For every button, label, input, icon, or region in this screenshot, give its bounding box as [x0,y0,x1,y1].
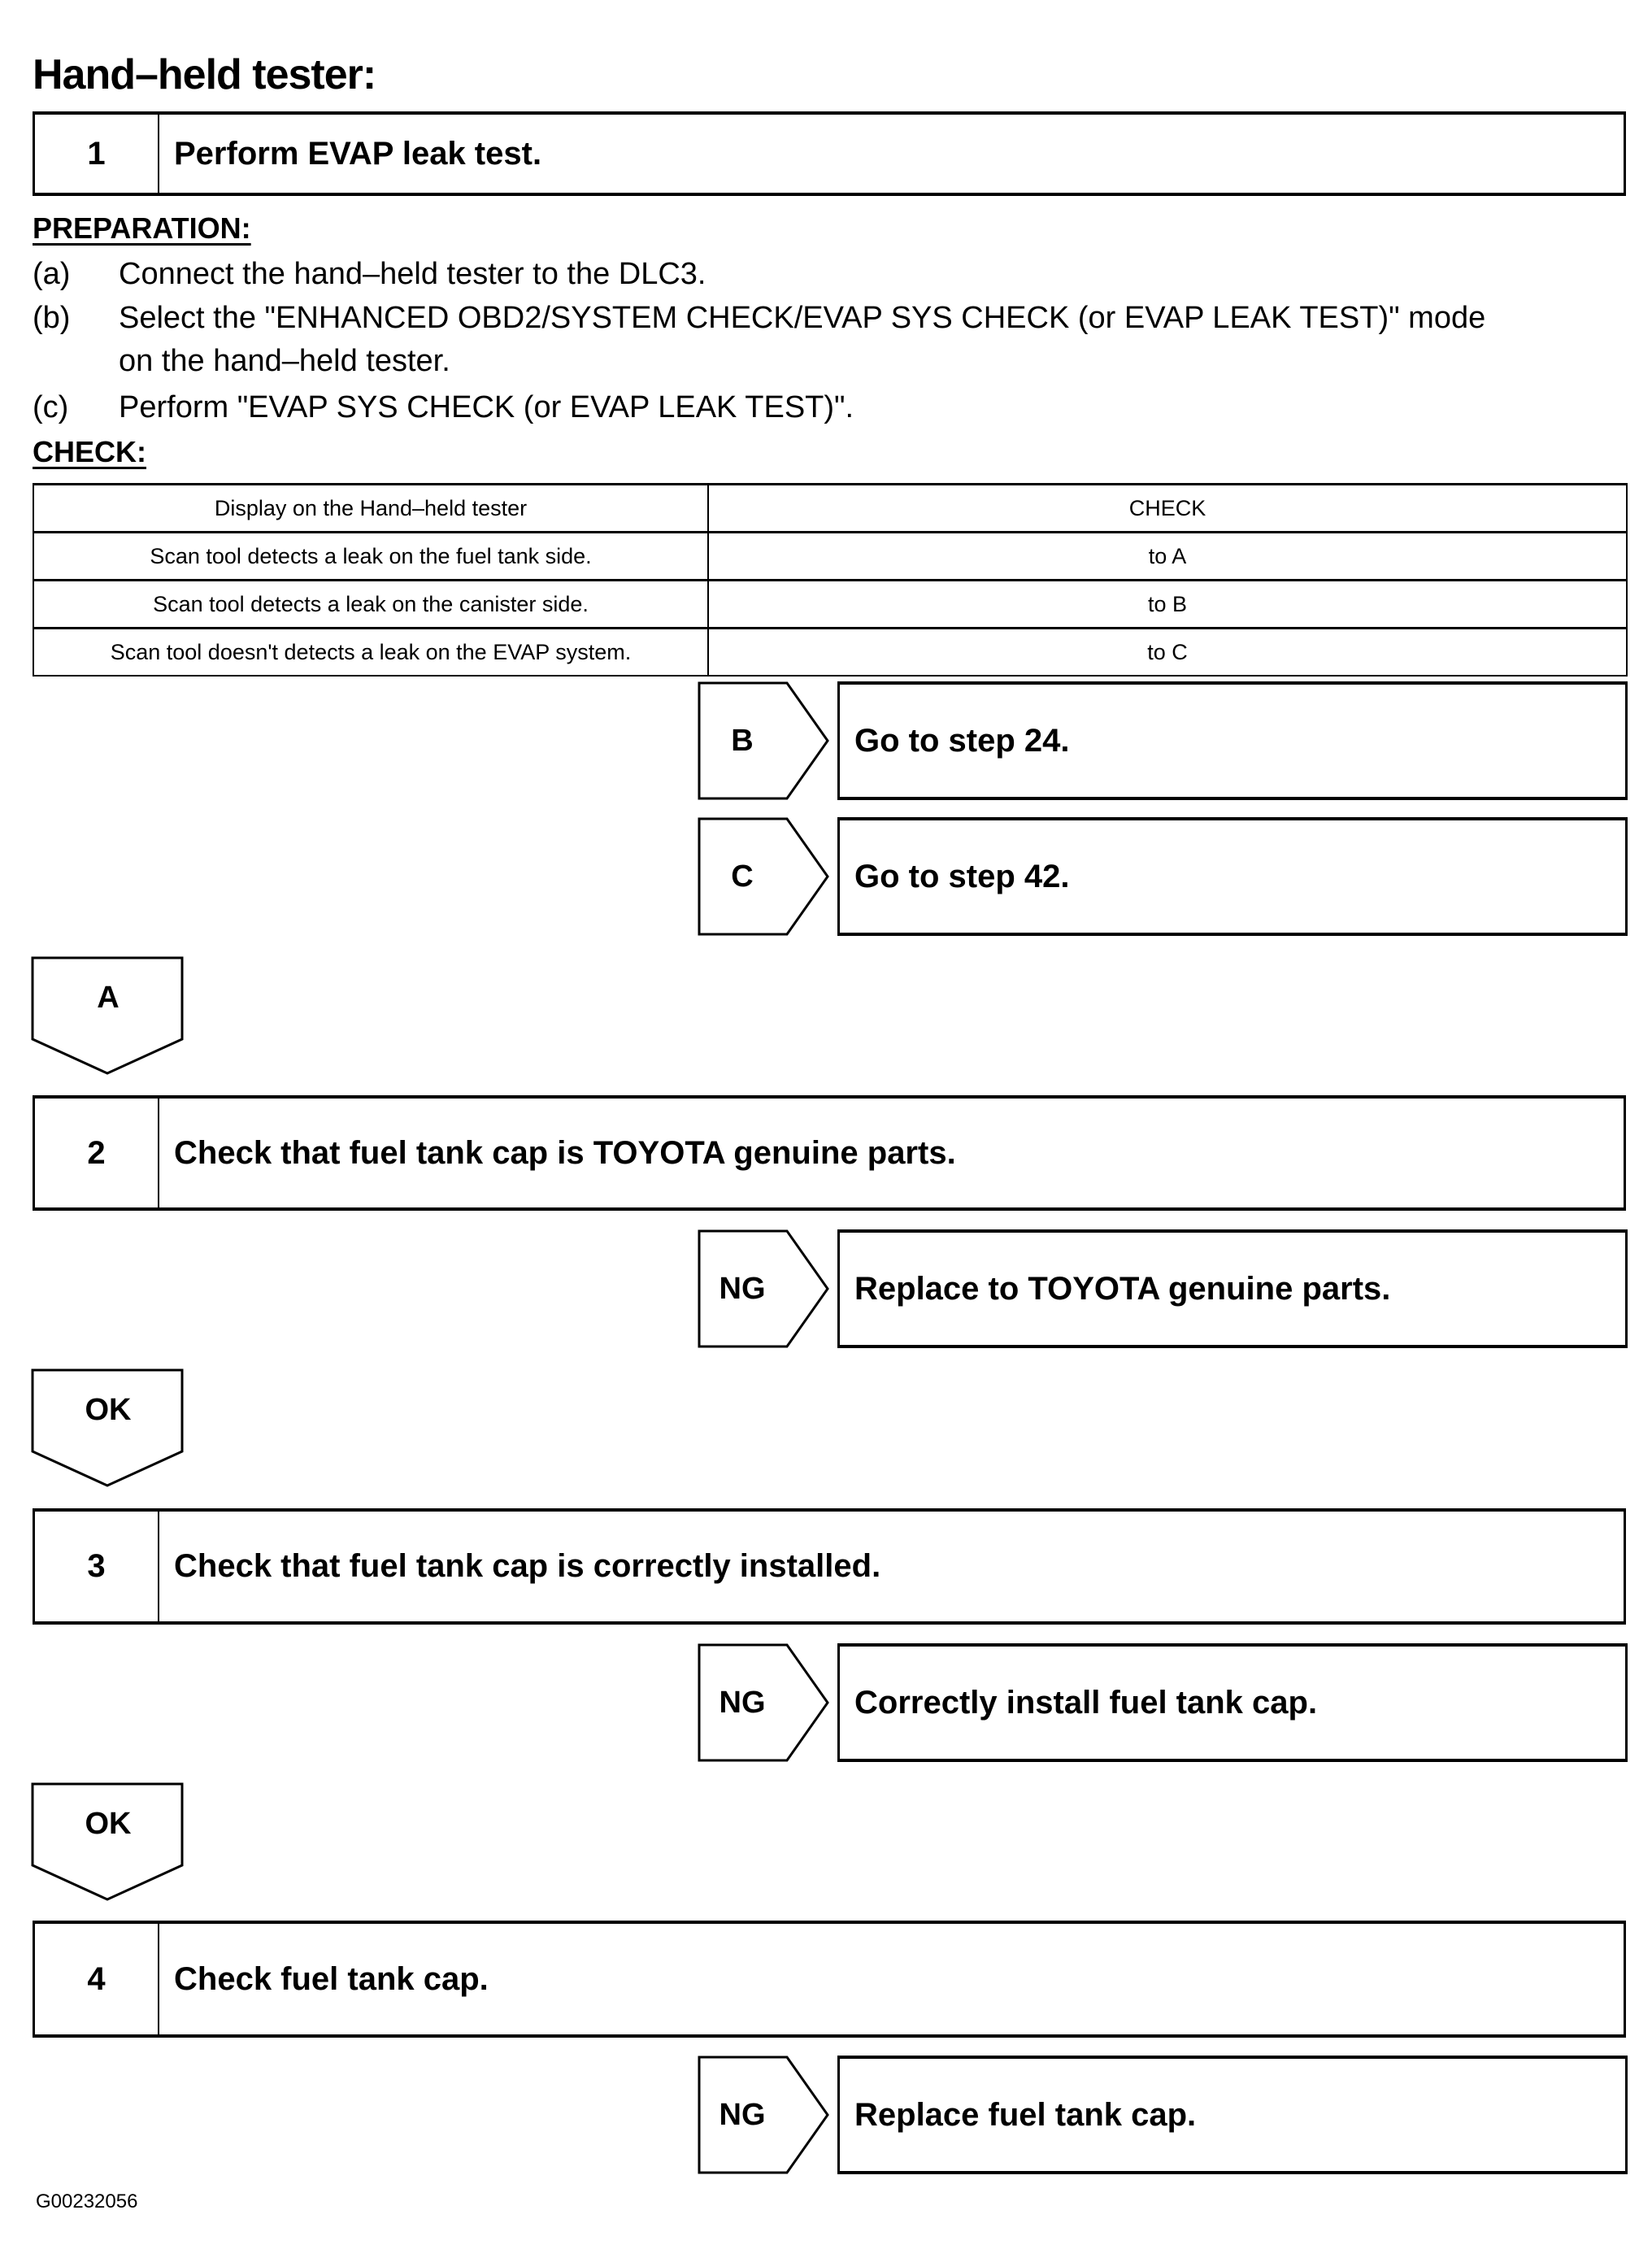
prep-item-label: (a) [33,257,71,291]
prep-item-a [33,257,706,292]
table-header-cell: CHECK [708,485,1627,533]
branch-ng-result: Replace fuel tank cap. [837,2056,1628,2174]
table-cell: to A [708,533,1627,581]
flow-marker-label: A [97,981,120,1015]
flow-marker-label: OK [85,1807,132,1841]
branch-label: NG [719,2097,766,2132]
check-table [33,483,1628,677]
figure-code: G00232056 [36,2191,138,2212]
prep-item-label: (b) [33,301,71,335]
table-header-row [33,485,1627,533]
step-number: 1 [35,115,159,193]
step-2-box [33,1095,1626,1211]
table-header-cell: Display on the Hand–held tester [33,485,708,533]
prep-item-label: (c) [33,390,69,424]
down-arrow-icon [31,956,185,1075]
prep-item-text: Select the "ENHANCED OBD2/SYSTEM CHECK/EVAP SYS CHECK (or EVAP LEAK TEST)" mode [119,301,1486,335]
branch-ng-result: Replace to TOYOTA genuine parts. [837,1229,1628,1348]
branch-b-arrow [698,681,831,800]
table-cell: Scan tool detects a leak on the canister side. [33,581,708,629]
page-title: Hand–held tester: [33,51,376,98]
branch-ng-arrow [698,2056,831,2174]
step-number: 2 [35,1099,159,1207]
table-cell: Scan tool doesn't detects a leak on the EVAP system. [33,629,708,677]
check-heading: CHECK: [33,435,146,468]
step-number: 4 [35,1924,159,2034]
branch-label: B [731,723,754,758]
preparation-heading: PREPARATION: [33,211,251,245]
flow-marker-ok [31,1782,185,1901]
down-arrow-icon [31,1368,185,1487]
table-row [33,533,1627,581]
branch-ng-arrow [698,1229,831,1348]
branch-c-result: Go to step 42. [837,817,1628,936]
step-text: Check that fuel tank cap is correctly installed. [174,1548,881,1584]
prep-item-b-continuation: on the hand–held tester. [119,344,450,378]
branch-label: NG [719,1685,766,1720]
prep-item-c [33,390,854,425]
table-row [33,581,1627,629]
flow-marker-label: OK [85,1393,132,1427]
table-cell: to B [708,581,1627,629]
prep-item-text: Perform "EVAP SYS CHECK (or EVAP LEAK TEST)". [119,390,854,424]
step-text: Check fuel tank cap. [174,1960,489,1997]
step-4-box [33,1921,1626,2038]
step-3-box [33,1508,1626,1625]
down-arrow-icon [31,1782,185,1901]
flow-marker-a [31,956,185,1075]
prep-item-text: Connect the hand–held tester to the DLC3. [119,257,706,291]
table-row [33,629,1627,677]
branch-ng-result: Correctly install fuel tank cap. [837,1643,1628,1762]
flow-marker-ok [31,1368,185,1487]
branch-ng-arrow [698,1643,831,1762]
table-cell: Scan tool detects a leak on the fuel tank side. [33,533,708,581]
branch-label: C [731,859,754,894]
step-text: Perform EVAP leak test. [174,135,542,172]
branch-b-result: Go to step 24. [837,681,1628,800]
branch-label: NG [719,1271,766,1306]
step-1-box [33,111,1626,196]
step-text: Check that fuel tank cap is TOYOTA genuine parts. [174,1134,956,1171]
table-cell: to C [708,629,1627,677]
prep-item-b [33,301,1485,336]
branch-c-arrow [698,817,831,936]
step-number: 3 [35,1512,159,1621]
